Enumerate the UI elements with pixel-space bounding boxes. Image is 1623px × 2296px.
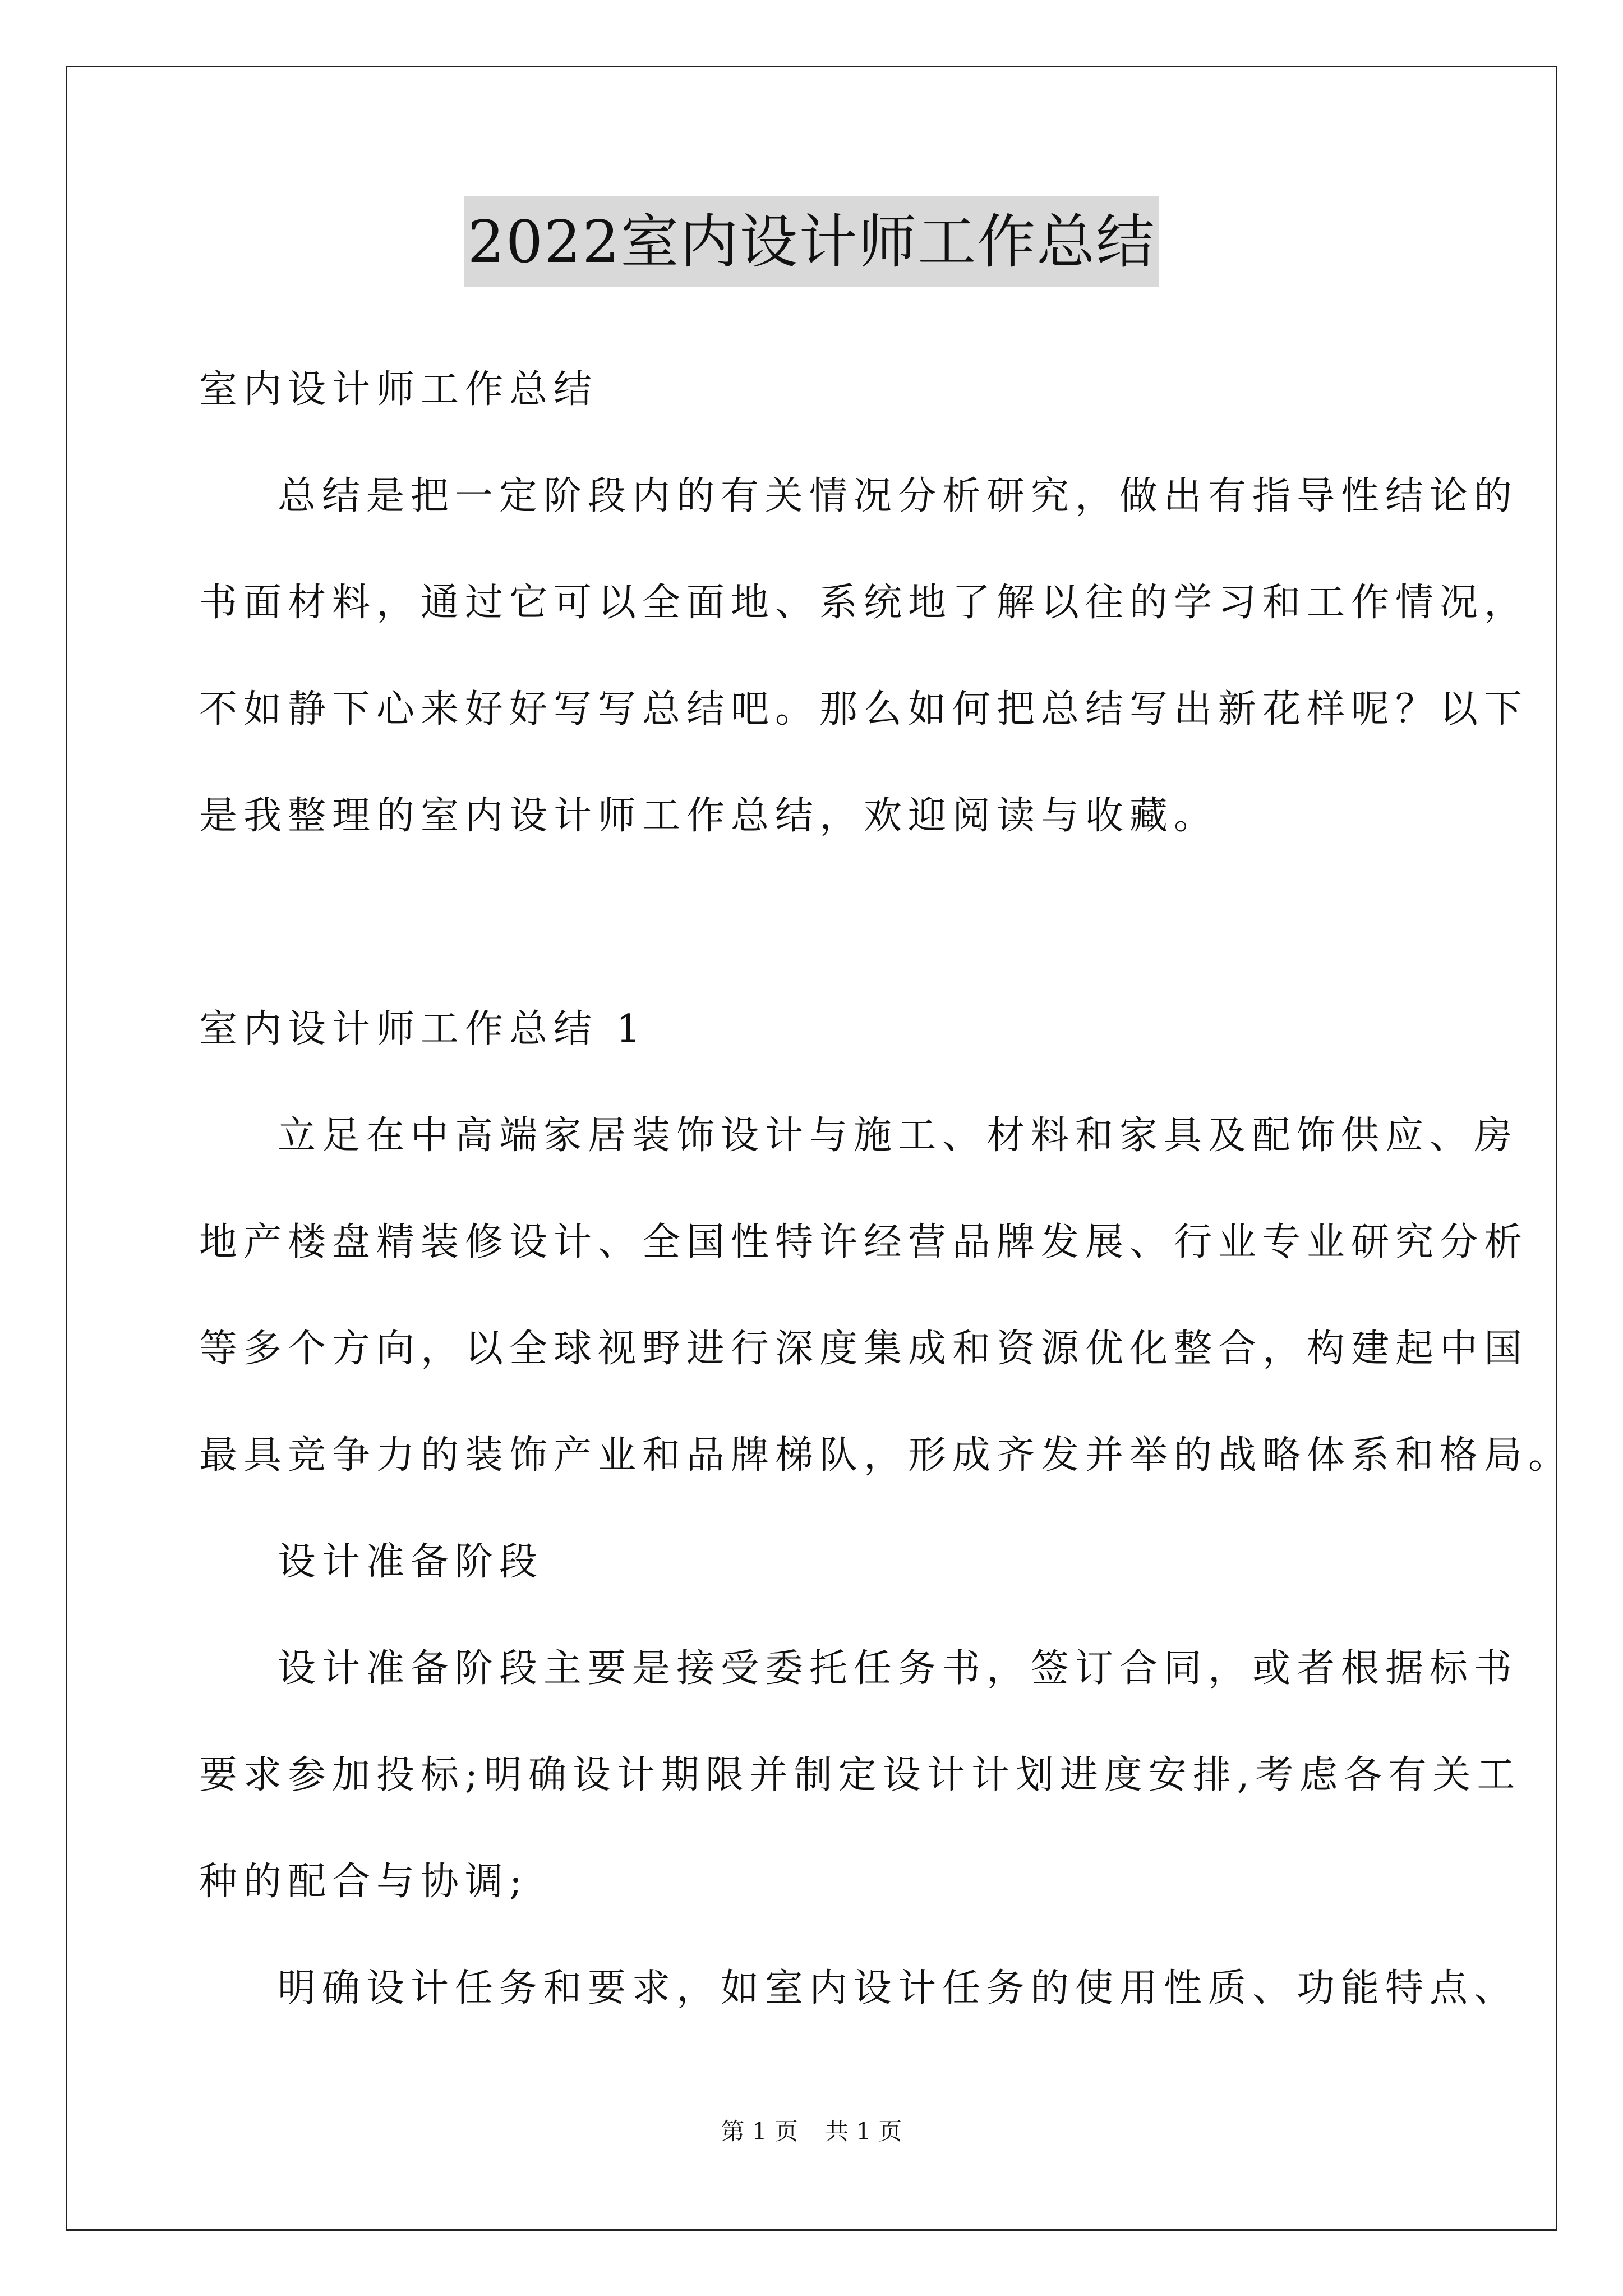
page-footer (0, 2115, 1623, 2148)
document-title: 2022室内设计师工作总结 (464, 196, 1159, 287)
paragraph-line: 要求参加投标;明确设计期限并制定设计计划进度安排,考虑各有关工 (199, 1753, 1521, 1797)
document-body (199, 337, 1573, 2042)
page-number: 第 1 页 (721, 2118, 798, 2145)
paragraph-line: 是我整理的室内设计师工作总结，欢迎阅读与收藏。 (199, 794, 1219, 838)
title-container (0, 196, 1623, 287)
paragraph-line: 明确设计任务和要求，如室内设计任务的使用性质、功能特点、 (278, 1966, 1519, 2010)
paragraph-line: 总结是把一定阶段内的有关情况分析研究，做出有指导性结论的 (278, 474, 1519, 518)
subtitle-line: 室内设计师工作总结 (199, 367, 598, 412)
section-heading: 室内设计师工作总结 1 (199, 1007, 647, 1051)
paragraph-line: 种的配合与协调; (199, 1860, 528, 1904)
section-spacer (199, 869, 1433, 976)
paragraph-line: 最具竞争力的装饰产业和品牌梯队，形成齐发并举的战略体系和格局。 (199, 1433, 1573, 1478)
paragraph-line: 书面材料，通过它可以全面地、系统地了解以往的学习和工作情况， (199, 581, 1529, 625)
subheading-line: 设计准备阶段 (278, 1540, 544, 1584)
paragraph-line: 等多个方向，以全球视野进行深度集成和资源优化整合，构建起中国 (199, 1327, 1529, 1371)
paragraph-line: 不如静下心来好好写写总结吧。那么如何把总结写出新花样呢？以下 (199, 687, 1529, 731)
paragraph-line: 立足在中高端家居装饰设计与施工、材料和家具及配饰供应、房 (278, 1114, 1519, 1158)
page-total: 共 1 页 (825, 2118, 902, 2145)
paragraph-line: 设计准备阶段主要是接受委托任务书，签订合同，或者根据标书 (278, 1646, 1519, 1691)
paragraph-line: 地产楼盘精装修设计、全国性特许经营品牌发展、行业专业研究分析 (199, 1220, 1529, 1264)
